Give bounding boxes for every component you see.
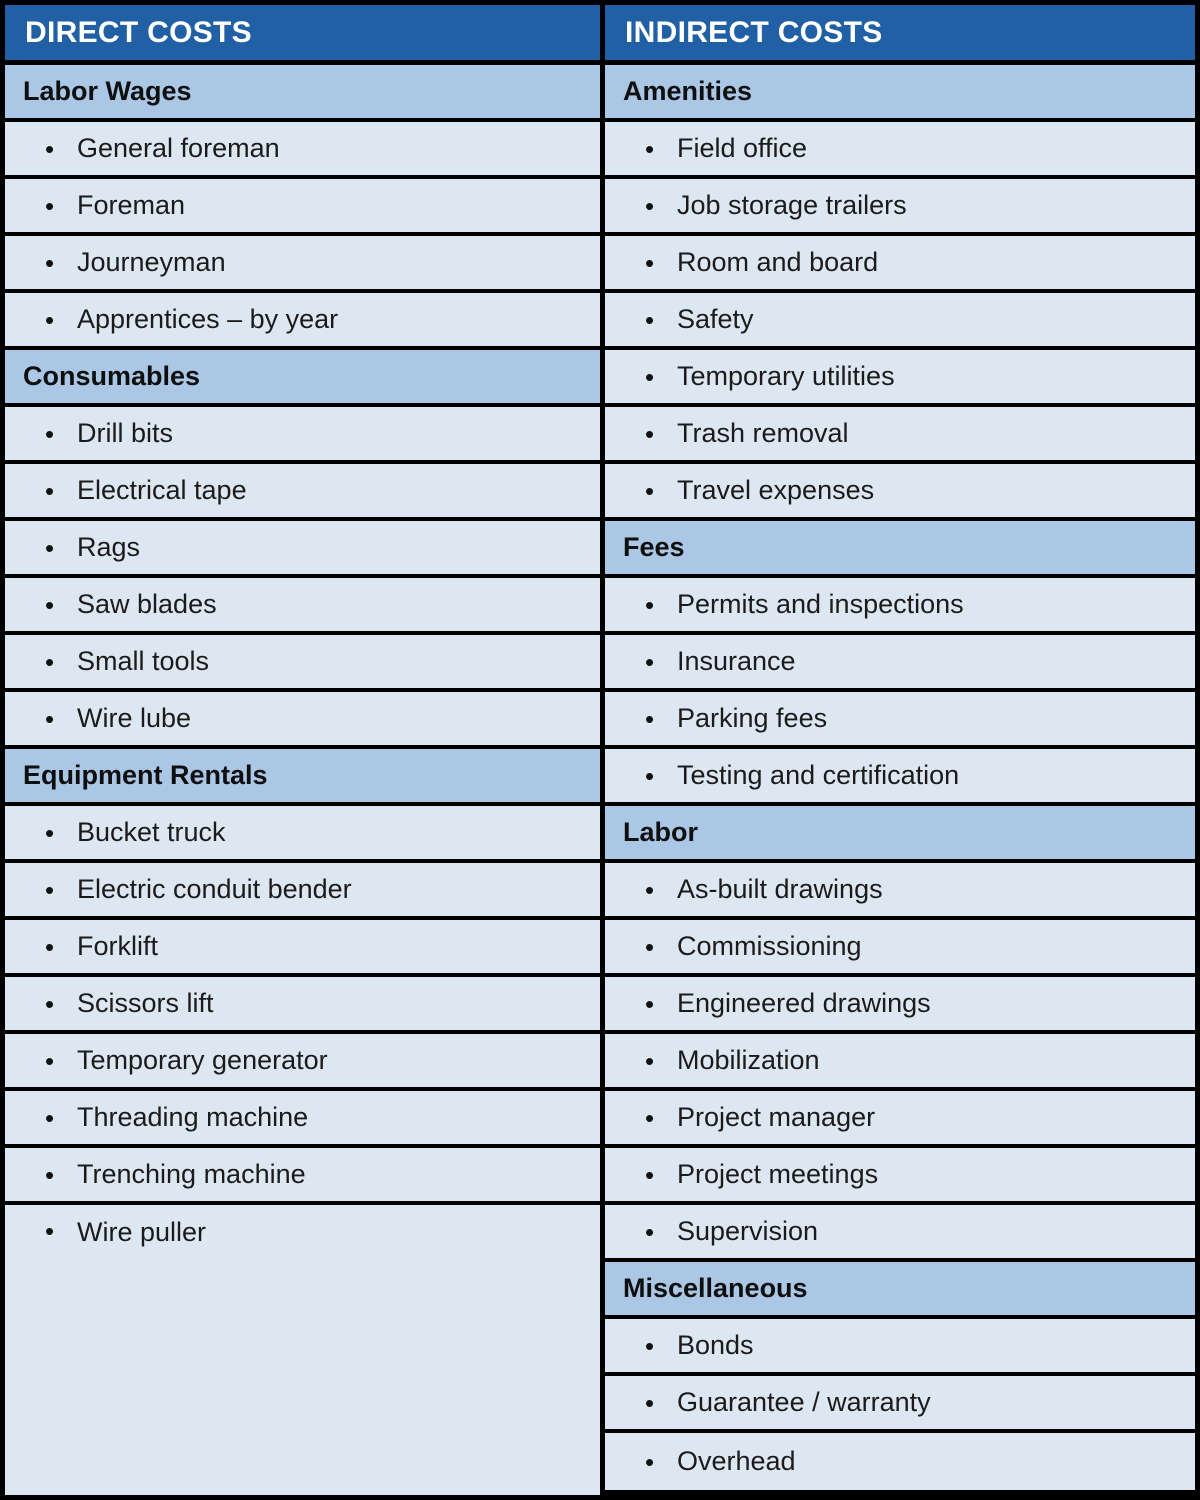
list-item-row [605,749,1195,806]
list-item-row [5,692,600,749]
bullet-icon: • [45,475,55,506]
bullet-icon: • [645,1045,655,1076]
bullet-icon: • [45,532,55,563]
bullet-icon: • [645,1387,655,1418]
list-item-row [5,920,600,977]
list-item-label: Safety [677,304,754,335]
list-item-row [5,293,600,350]
list-item-row [5,806,600,863]
list-item-label: Scissors lift [77,988,214,1019]
list-item-label: Parking fees [677,703,828,734]
bullet-icon: • [645,931,655,962]
list-item-row [605,122,1195,179]
column-indirect-costs [605,5,1195,1495]
list-item-label: Electric conduit bender [77,874,352,905]
list-item-row [605,1148,1195,1205]
list-item-row [5,122,600,179]
bullet-icon: • [45,304,55,335]
bullet-icon: • [45,1216,55,1246]
bullet-icon: • [45,190,55,221]
list-item-row [605,1433,1195,1490]
section-header-label: Fees [623,532,685,562]
bullet-icon: • [645,1102,655,1133]
bullet-icon: • [645,703,655,734]
column-header-indirect-costs [605,5,1195,65]
list-item-label: Foreman [77,190,186,221]
bullet-icon: • [45,874,55,905]
bullet-icon: • [645,133,655,164]
column-header-label: DIRECT COSTS [25,15,252,49]
list-item-row [5,521,600,578]
list-item-row [5,1205,600,1495]
list-item-label: Trash removal [677,418,849,449]
list-item-label: Saw blades [77,589,217,620]
bullet-icon: • [45,931,55,962]
list-item-label: Bonds [677,1330,754,1361]
bullet-icon: • [45,589,55,620]
bullet-icon: • [45,133,55,164]
bullet-icon: • [45,247,55,278]
list-item-label: Journeyman [77,247,226,278]
bullet-icon: • [45,646,55,677]
list-item-row [605,1376,1195,1433]
list-item-label: Mobilization [677,1045,820,1076]
list-item-label: Bucket truck [77,817,226,848]
list-item-row [605,635,1195,692]
list-item-row [605,1034,1195,1091]
section-header-label: Miscellaneous [623,1273,808,1303]
bullet-icon: • [645,1159,655,1190]
bullet-icon: • [45,1102,55,1133]
section-header-label: Labor Wages [23,76,192,106]
list-item-label: Project manager [677,1102,876,1133]
list-item-row [605,977,1195,1034]
list-item-label: Project meetings [677,1159,879,1190]
list-item-row [605,1205,1195,1262]
list-item-row [5,635,600,692]
bullet-icon: • [45,988,55,1019]
list-item-label: Guarantee / warranty [677,1387,931,1418]
column-header-direct-costs [5,5,600,65]
list-item-label: Overhead [677,1446,796,1477]
list-item-row [605,1091,1195,1148]
list-item-row [605,464,1195,521]
list-item-row [605,920,1195,977]
bullet-icon: • [645,988,655,1019]
bullet-icon: • [45,817,55,848]
list-item-row [5,1148,600,1205]
section-header-row [5,65,600,122]
bullet-icon: • [645,1330,655,1361]
bullet-icon: • [45,703,55,734]
list-item-row [605,293,1195,350]
list-item-label: Threading machine [77,1102,309,1133]
list-item-row [605,236,1195,293]
list-item-label: Apprentices – by year [77,304,339,335]
section-header-label: Equipment Rentals [23,760,268,790]
list-item-label: Permits and inspections [677,589,964,620]
list-item-row [5,179,600,236]
list-item-label: Temporary utilities [677,361,895,392]
list-item-label: As-built drawings [677,874,883,905]
list-item-row [5,863,600,920]
bullet-icon: • [45,418,55,449]
section-header-row [605,806,1195,863]
bullet-icon: • [645,190,655,221]
section-header-row [5,749,600,806]
bullet-icon: • [645,760,655,791]
column-header-label: INDIRECT COSTS [625,15,883,49]
bullet-icon: • [645,1216,655,1247]
list-item-label: Wire lube [77,703,192,734]
section-header-row [605,1262,1195,1319]
list-item-label: Drill bits [77,418,174,449]
list-item-label: Small tools [77,646,210,677]
bullet-icon: • [645,304,655,335]
list-item-row [5,236,600,293]
bullet-icon: • [645,247,655,278]
bullet-icon: • [645,475,655,506]
list-item-row [5,1091,600,1148]
list-item-row [5,578,600,635]
list-item-row [605,350,1195,407]
list-item-row [605,1319,1195,1376]
list-item-label: Testing and certification [677,760,960,791]
bullet-icon: • [645,418,655,449]
section-header-label: Labor [623,817,699,847]
bullet-icon: • [45,1159,55,1190]
list-item-label: Field office [677,133,808,164]
bullet-icon: • [645,874,655,905]
section-header-row [5,350,600,407]
list-item-label: Electrical tape [77,475,247,506]
list-item-label: Room and board [677,247,879,278]
list-item-label: Wire puller [77,1217,207,1247]
list-item-row [605,578,1195,635]
list-item-label: Rags [77,532,141,563]
list-item-row [605,179,1195,236]
bullet-icon: • [645,646,655,677]
column-direct-costs [5,5,600,1495]
list-item-label: Engineered drawings [677,988,931,1019]
list-item-label: Trenching machine [77,1159,306,1190]
list-item-row [5,464,600,521]
list-item-row [5,1034,600,1091]
bullet-icon: • [45,1045,55,1076]
list-item-row [5,977,600,1034]
list-item-label: Travel expenses [677,475,875,506]
bullet-icon: • [645,589,655,620]
list-item-label: Insurance [677,646,796,677]
list-item-row [605,863,1195,920]
bullet-icon: • [645,361,655,392]
bullet-icon: • [645,1446,655,1477]
list-item-row [605,692,1195,749]
list-item-label: Job storage trailers [677,190,907,221]
list-item-label: Supervision [677,1216,819,1247]
list-item-label: General foreman [77,133,280,164]
list-item-label: Temporary generator [77,1045,328,1076]
list-item-row [5,407,600,464]
section-header-row [605,521,1195,578]
section-header-row [605,65,1195,122]
list-item-row [605,407,1195,464]
section-header-label: Consumables [23,361,201,391]
list-item-label: Commissioning [677,931,862,962]
list-item-label: Forklift [77,931,158,962]
section-header-label: Amenities [623,76,753,106]
